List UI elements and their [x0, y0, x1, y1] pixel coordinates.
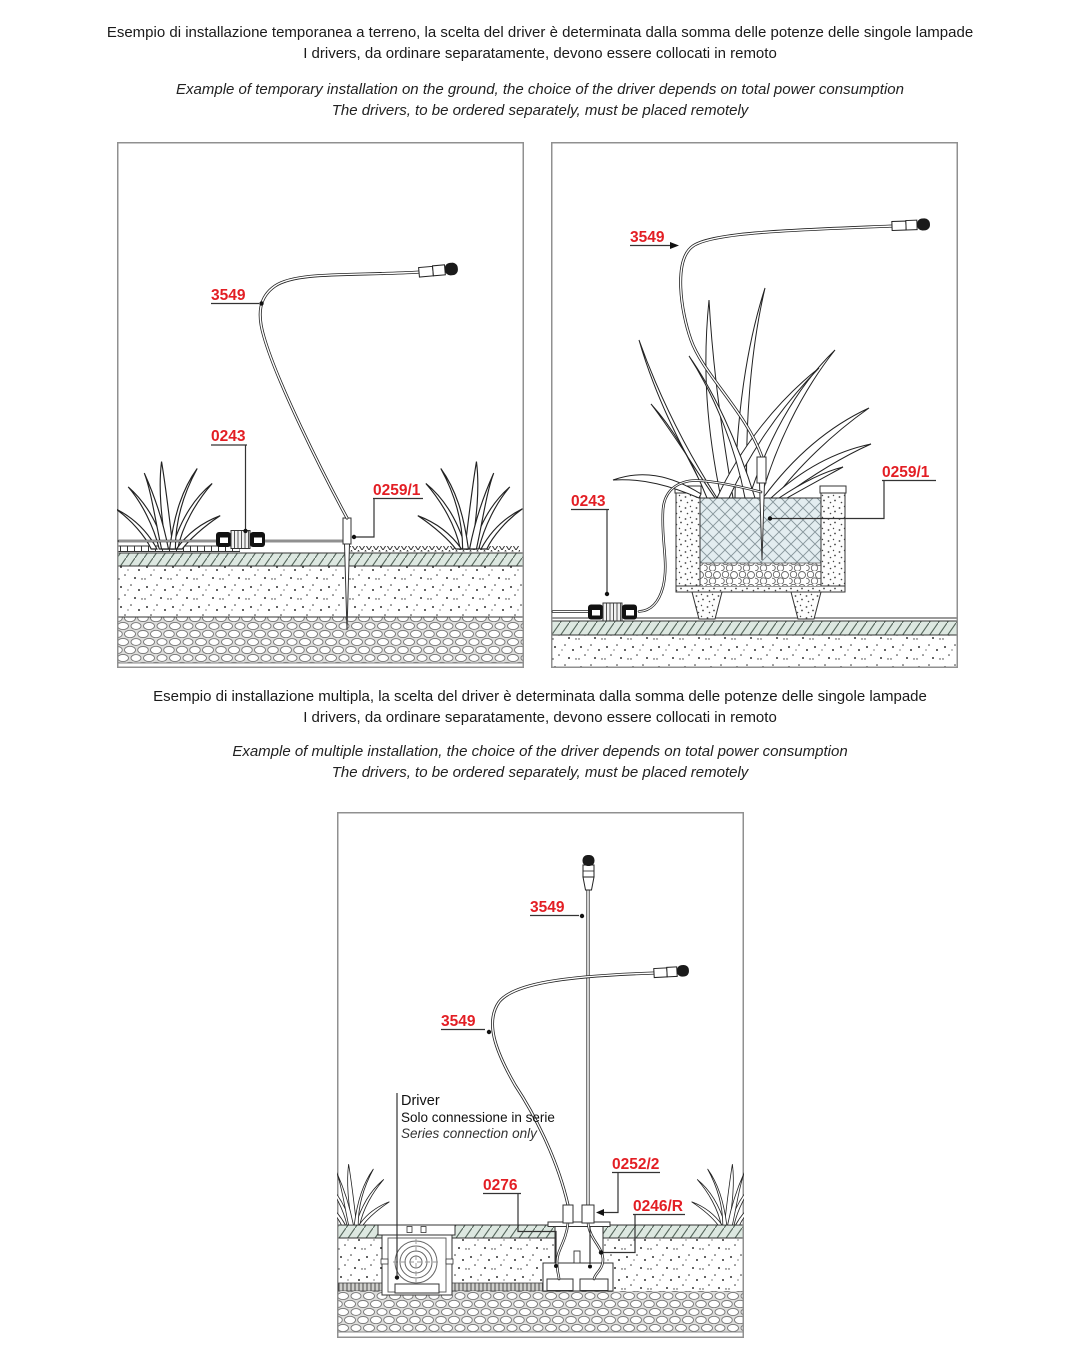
section2-title-italian	[0, 686, 1080, 728]
connector	[216, 531, 265, 549]
diagram-multiple-installation	[337, 812, 744, 1338]
diagram-planter-installation	[551, 142, 958, 668]
ground-layers	[553, 618, 957, 667]
diagram-temporary-ground-installation	[117, 142, 524, 668]
part-number: 3549	[441, 1013, 476, 1030]
part-number: 0243	[571, 493, 606, 510]
part-number: 0246/R	[633, 1198, 683, 1215]
title-line: The drivers, to be ordered separately, must be placed remotely	[331, 102, 749, 119]
lamp-head	[583, 855, 595, 866]
ground-layers	[119, 553, 523, 663]
title-line: Example of temporary installation on the ground, the choice of the driver depends on total power consumption	[176, 81, 904, 98]
part-number: 0276	[483, 1177, 518, 1194]
part-number: 3549	[530, 899, 565, 916]
anchor-block	[547, 1279, 573, 1291]
title-line: I drivers, da ordinare separatamente, devono essere collocati in remoto	[303, 709, 777, 726]
driver-note-line: Series connection only	[401, 1126, 537, 1141]
connector	[588, 603, 637, 621]
part-number: 3549	[630, 229, 665, 246]
part-number: 0243	[211, 428, 246, 445]
part-number: 0252/2	[612, 1156, 660, 1173]
driver-note-title: Driver	[401, 1093, 440, 1109]
pot-gravel	[700, 563, 821, 586]
title-line: Esempio di installazione multipla, la scelta del driver è determinata dalla somma delle potenze delle singole lampade	[153, 688, 927, 705]
title-line: Esempio di installazione temporanea a terreno, la scelta del driver è determinata dalla somma delle potenze delle singole lampade	[106, 24, 974, 41]
part-number: 3549	[211, 287, 246, 304]
part-number: 0259/1	[882, 464, 930, 481]
section1-title-italian	[0, 22, 1080, 64]
title-line: The drivers, to be ordered separately, must be placed remotely	[331, 764, 749, 781]
driver-note-line: Solo connessione in serie	[401, 1110, 555, 1125]
part-number: 0259/1	[373, 482, 421, 499]
title-line: I drivers, da ordinare separatamente, devono essere collocati in remoto	[303, 45, 777, 62]
section2-title-english	[0, 741, 1080, 783]
driver-junction-box	[378, 1225, 455, 1295]
section1-title-english	[0, 79, 1080, 121]
anchor-block	[580, 1279, 608, 1291]
title-line: Example of multiple installation, the choice of the driver depends on total power consumption	[232, 743, 848, 760]
